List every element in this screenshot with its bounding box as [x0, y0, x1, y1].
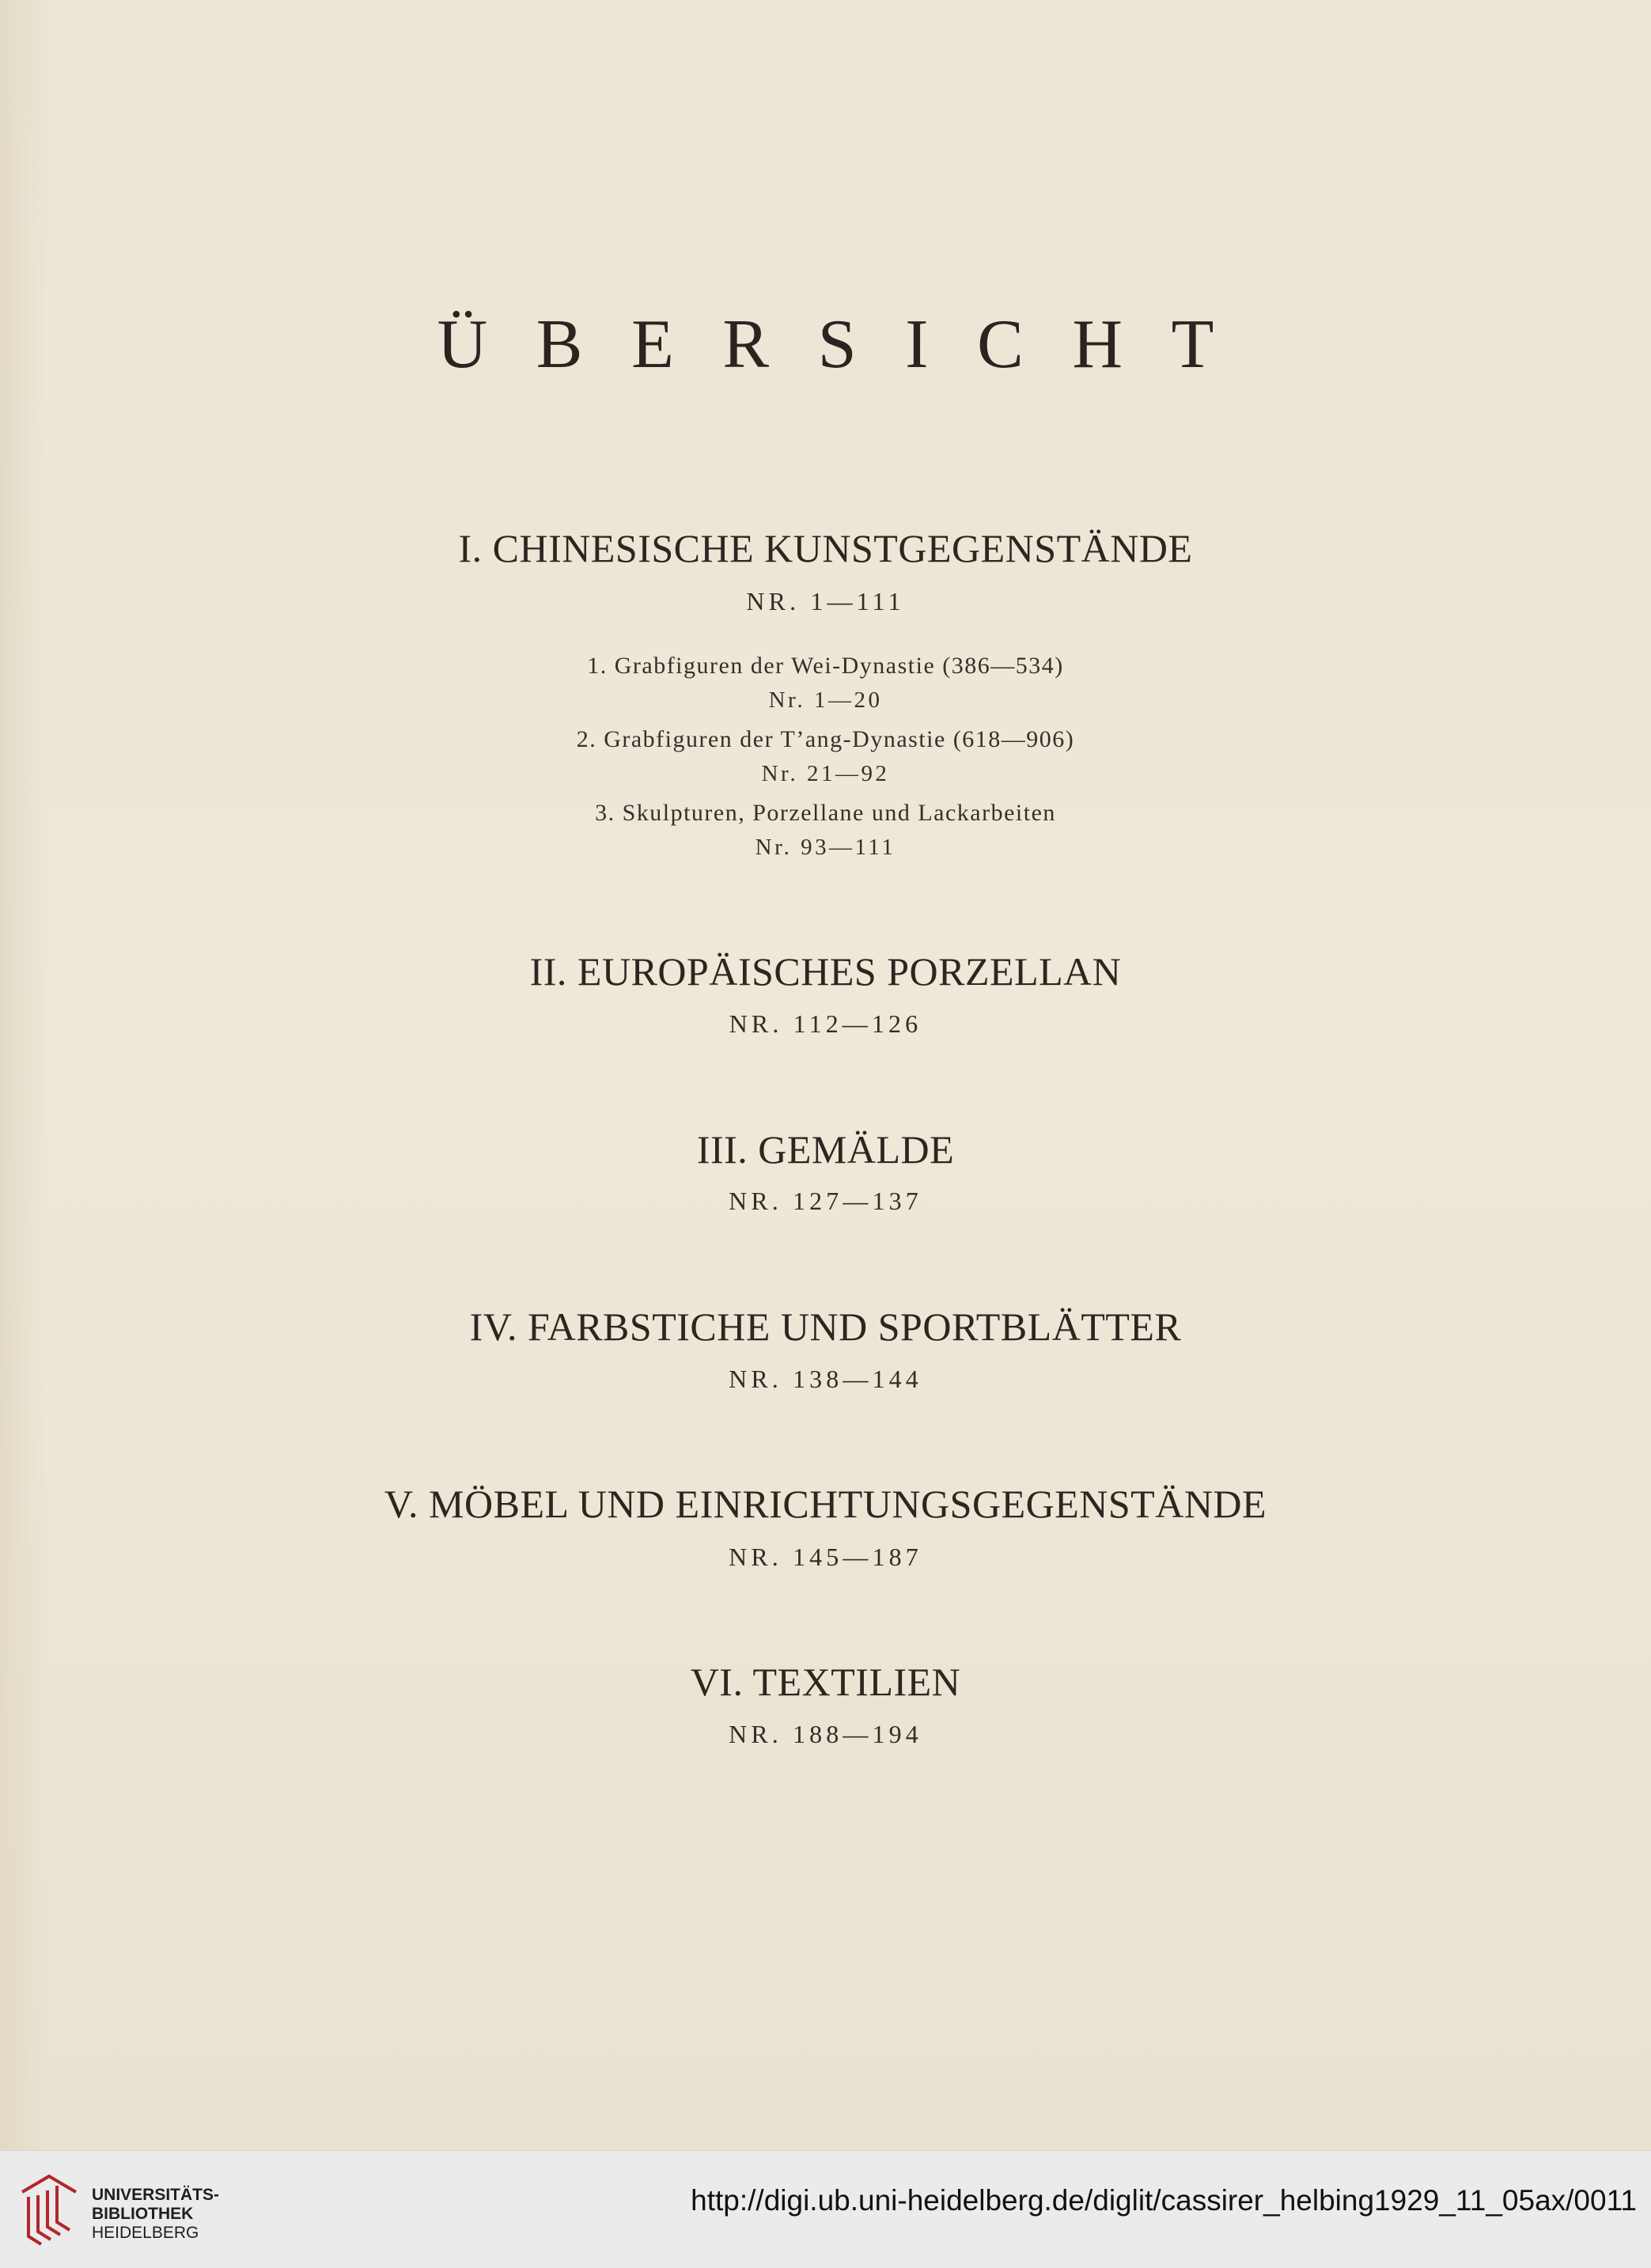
section-2-range: NR. 112—126: [729, 1009, 922, 1038]
section-6-title: VI. TEXTILIEN: [690, 1660, 961, 1704]
section-5-title: V. MÖBEL UND EINRICHTUNGSGEGENSTÄNDE: [384, 1482, 1267, 1526]
section-2-title: II. EUROPÄISCHES PORZELLAN: [529, 949, 1122, 994]
section-5-range: NR. 145—187: [729, 1543, 922, 1571]
library-name-line-3: HEIDELBERG: [92, 2224, 199, 2242]
section-1-range: NR. 1—111: [746, 587, 905, 615]
library-logo-icon: [17, 2168, 81, 2247]
source-url-link[interactable]: http://digi.ub.uni-heidelberg.de/diglit/cassirer_helbing1929_11_05ax/0011: [691, 2184, 1637, 2217]
section-4-title: IV. FARBSTICHE UND SPORTBLÄTTER: [469, 1304, 1182, 1349]
section-3-range: NR. 127—137: [729, 1187, 922, 1215]
subsection-2-range: Nr. 21—92: [761, 761, 890, 786]
library-name-line-2: BIBLIOTHEK: [92, 2205, 194, 2223]
section-3-title: III. GEMÄLDE: [696, 1127, 955, 1172]
page-title: ÜBERSICHT: [437, 306, 1263, 383]
library-name: [92, 2186, 219, 2243]
section-6-range: NR. 188—194: [729, 1720, 922, 1748]
subsection-1-label: 1. Grabfiguren der Wei-Dynastie (386—534): [587, 653, 1064, 679]
subsection-2-label: 2. Grabfiguren der T’ang-Dynastie (618—906): [576, 726, 1075, 752]
subsection-3-label: 3. Skulpturen, Porzellane und Lackarbeiten: [595, 800, 1056, 826]
subsection-3-range: Nr. 93—111: [755, 835, 896, 860]
section-1-title: I. CHINESISCHE KUNSTGEGENSTÄNDE: [458, 526, 1193, 570]
footer-bar: [0, 2150, 1651, 2268]
section-4-range: NR. 138—144: [729, 1365, 922, 1393]
subsection-1-range: Nr. 1—20: [768, 687, 883, 713]
library-name-line-1: UNIVERSITÄTS-: [92, 2186, 220, 2204]
